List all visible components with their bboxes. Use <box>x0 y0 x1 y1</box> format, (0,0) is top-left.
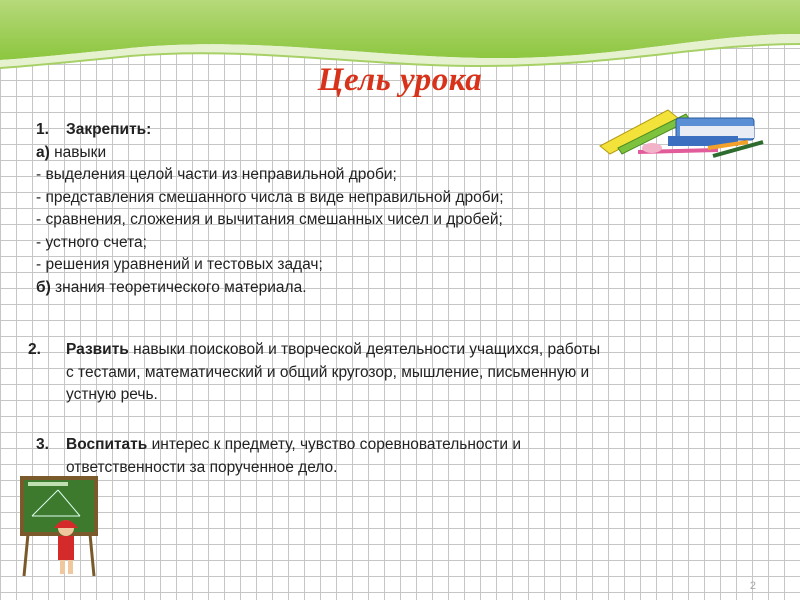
goal-1-line: - решения уравнений и тестовых задач; <box>36 256 323 273</box>
goal-3 <box>36 434 756 479</box>
sub-a-text: навыки <box>49 143 107 161</box>
goal-1-line: - устного счета; <box>36 233 147 251</box>
goal-3-line <box>66 434 756 457</box>
goal-2-line <box>66 339 768 362</box>
goal-2-line1: навыки поисковой и творческой деятельности учащихся, работы <box>128 341 601 358</box>
goal-3-verb: Воспитать <box>66 436 148 453</box>
goal-3-line1: интерес к предмету, чувство соревновательности и <box>147 436 522 453</box>
goal-2-line2: с тестами, математический и общий кругозор, мышление, письменную и <box>66 363 590 381</box>
goal-1-line: - сравнения, сложения и вычитания смешанных чисел и дробей; <box>36 211 503 228</box>
goal-3-line2: ответственности за порученное дело. <box>66 458 338 476</box>
sub-b-text: знания теоретического материала. <box>50 278 307 296</box>
goal-1-line: - выделения целой части из неправильной дроби; <box>36 166 397 183</box>
goal-1-line: - представления смешанного числа в виде неправильной дроби; <box>36 188 504 206</box>
goal-1-sub-b <box>36 277 736 300</box>
goal-1-number: 1. <box>36 121 49 138</box>
slide-title: Цель урока <box>317 62 483 98</box>
sub-a-label: а) <box>36 143 50 161</box>
goal-1-heading: Закрепить: <box>66 121 152 138</box>
goal-2 <box>28 339 768 407</box>
chalkboard-teacher-icon <box>18 476 104 586</box>
sub-b-label: б) <box>36 278 51 296</box>
page-number: 2 <box>749 580 756 592</box>
goal-2-line3: устную речь. <box>66 386 158 403</box>
goal-3-number: 3. <box>36 436 49 453</box>
goal-1-sub-a <box>36 142 736 165</box>
goal-2-verb: Развить <box>66 341 129 358</box>
goal-1 <box>36 119 736 299</box>
goal-2-number: 2. <box>28 341 41 358</box>
